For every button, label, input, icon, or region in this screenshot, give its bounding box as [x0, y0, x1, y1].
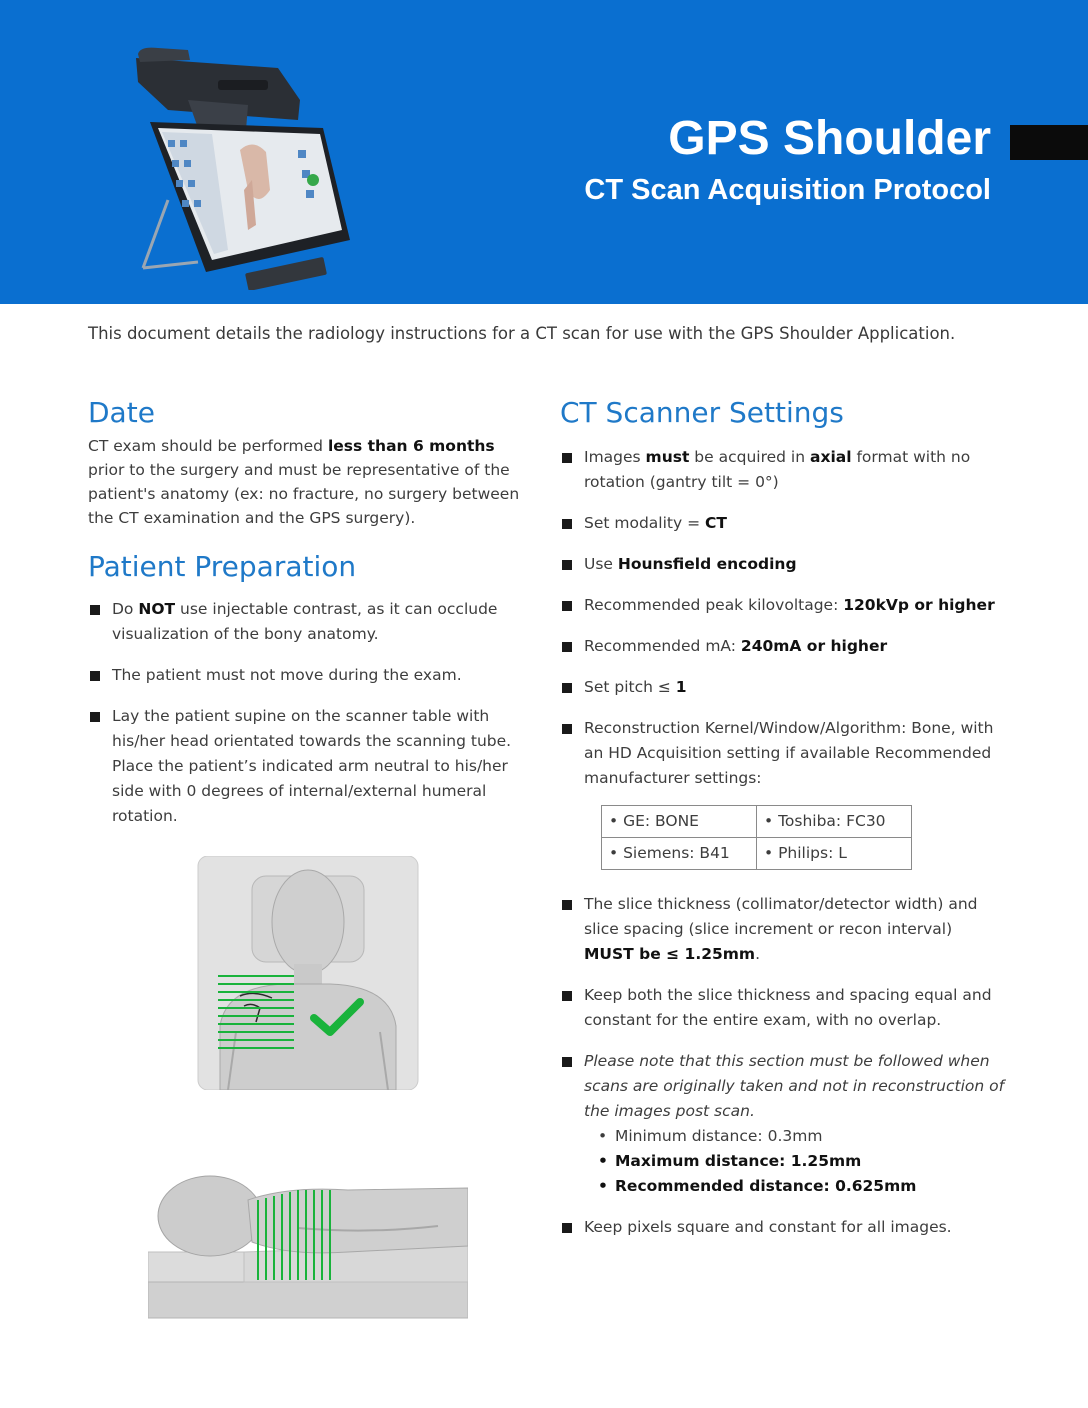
list-item: Please note that this section must be followed when scans are originally taken and not in reconstruction of the images post scan. • Minimum distance: 0.3mm • Maximum distance: 1.25mm • Recommended distance: 0.625mm — [560, 1049, 1005, 1199]
list-item: Recommended peak kilovoltage: 120kVp or higher — [560, 593, 1005, 618]
list-item: Recommended mA: 240mA or higher — [560, 634, 1005, 659]
square-bullet-icon — [562, 560, 572, 570]
square-bullet-icon — [562, 724, 572, 734]
list-item: Images must be acquired in axial format with no rotation (gantry tilt = 0°) — [560, 445, 1005, 495]
date-heading: Date — [88, 396, 155, 429]
list-item: The patient must not move during the exam. — [88, 663, 528, 688]
list-item: • Minimum distance: 0.3mm — [598, 1127, 823, 1145]
intro-text: This document details the radiology instructions for a CT scan for use with the GPS Shoulder Application. — [88, 324, 956, 343]
square-bullet-icon — [90, 671, 100, 681]
list-item: Lay the patient supine on the scanner table with his/her head orientated towards the scanning tube. Place the patient’s indicated arm neutral to his/her side with 0 degrees of internal/external humeral rotation. — [88, 704, 528, 829]
list-item: Do NOT use injectable contrast, as it can occlude visualization of the bony anatomy. — [88, 597, 528, 647]
table-row — [602, 838, 912, 870]
list-item: Keep both the slice thickness and spacing equal and constant for the entire exam, with no overlap. — [560, 983, 1005, 1033]
gps-device-image — [128, 40, 368, 290]
distance-sublist — [584, 1124, 1005, 1199]
right-column — [560, 396, 1005, 1256]
table-cell: • GE: BONE — [602, 806, 757, 838]
square-bullet-icon — [562, 601, 572, 611]
patient-prep-list — [88, 597, 528, 829]
list-item: Use Hounsfield encoding — [560, 552, 1005, 577]
square-bullet-icon — [562, 1223, 572, 1233]
manufacturer-settings-table — [601, 805, 912, 870]
table-cell: • Siemens: B41 — [602, 838, 757, 870]
supine-body-scan-illustration — [148, 1168, 468, 1320]
date-paragraph: CT exam should be performed less than 6 months prior to the surgery and must be representative of the patient's anatomy (ex: no fracture, no surgery between the CT examination and the GPS surgery). — [88, 437, 520, 527]
scanner-settings-list — [560, 445, 1005, 1240]
square-bullet-icon — [562, 642, 572, 652]
list-item: Keep pixels square and constant for all images. — [560, 1215, 1005, 1240]
patient-prep-heading: Patient Preparation — [88, 550, 357, 583]
page-title: GPS Shoulder — [668, 112, 991, 165]
header-banner — [0, 0, 1088, 304]
square-bullet-icon — [562, 453, 572, 463]
table-cell: • Toshiba: FC30 — [757, 806, 912, 838]
square-bullet-icon — [562, 683, 572, 693]
upper-body-scan-illustration — [196, 856, 420, 1090]
accent-tab — [1010, 125, 1088, 160]
page-subtitle: CT Scan Acquisition Protocol — [584, 174, 991, 206]
list-item: The slice thickness (collimator/detector width) and slice spacing (slice increment or recon interval) MUST be ≤ 1.25mm. — [560, 892, 1005, 967]
list-item: Set modality = CT — [560, 511, 1005, 536]
square-bullet-icon — [562, 900, 572, 910]
table-cell: • Philips: L — [757, 838, 912, 870]
square-bullet-icon — [90, 712, 100, 722]
table-row — [602, 806, 912, 838]
left-column — [88, 396, 528, 845]
square-bullet-icon — [562, 519, 572, 529]
list-item: Reconstruction Kernel/Window/Algorithm: Bone, with an HD Acquisition setting if available Recommended manufacturer settings: • GE: BONE • Toshiba: FC30 • Siemens: B41 • Philips: L — [560, 716, 1005, 870]
scanner-settings-heading: CT Scanner Settings — [560, 396, 844, 429]
list-item: • Recommended distance: 0.625mm — [598, 1177, 917, 1195]
square-bullet-icon — [562, 1057, 572, 1067]
list-item: Set pitch ≤ 1 — [560, 675, 1005, 700]
list-item: • Maximum distance: 1.25mm — [598, 1152, 862, 1170]
square-bullet-icon — [562, 991, 572, 1001]
square-bullet-icon — [90, 605, 100, 615]
